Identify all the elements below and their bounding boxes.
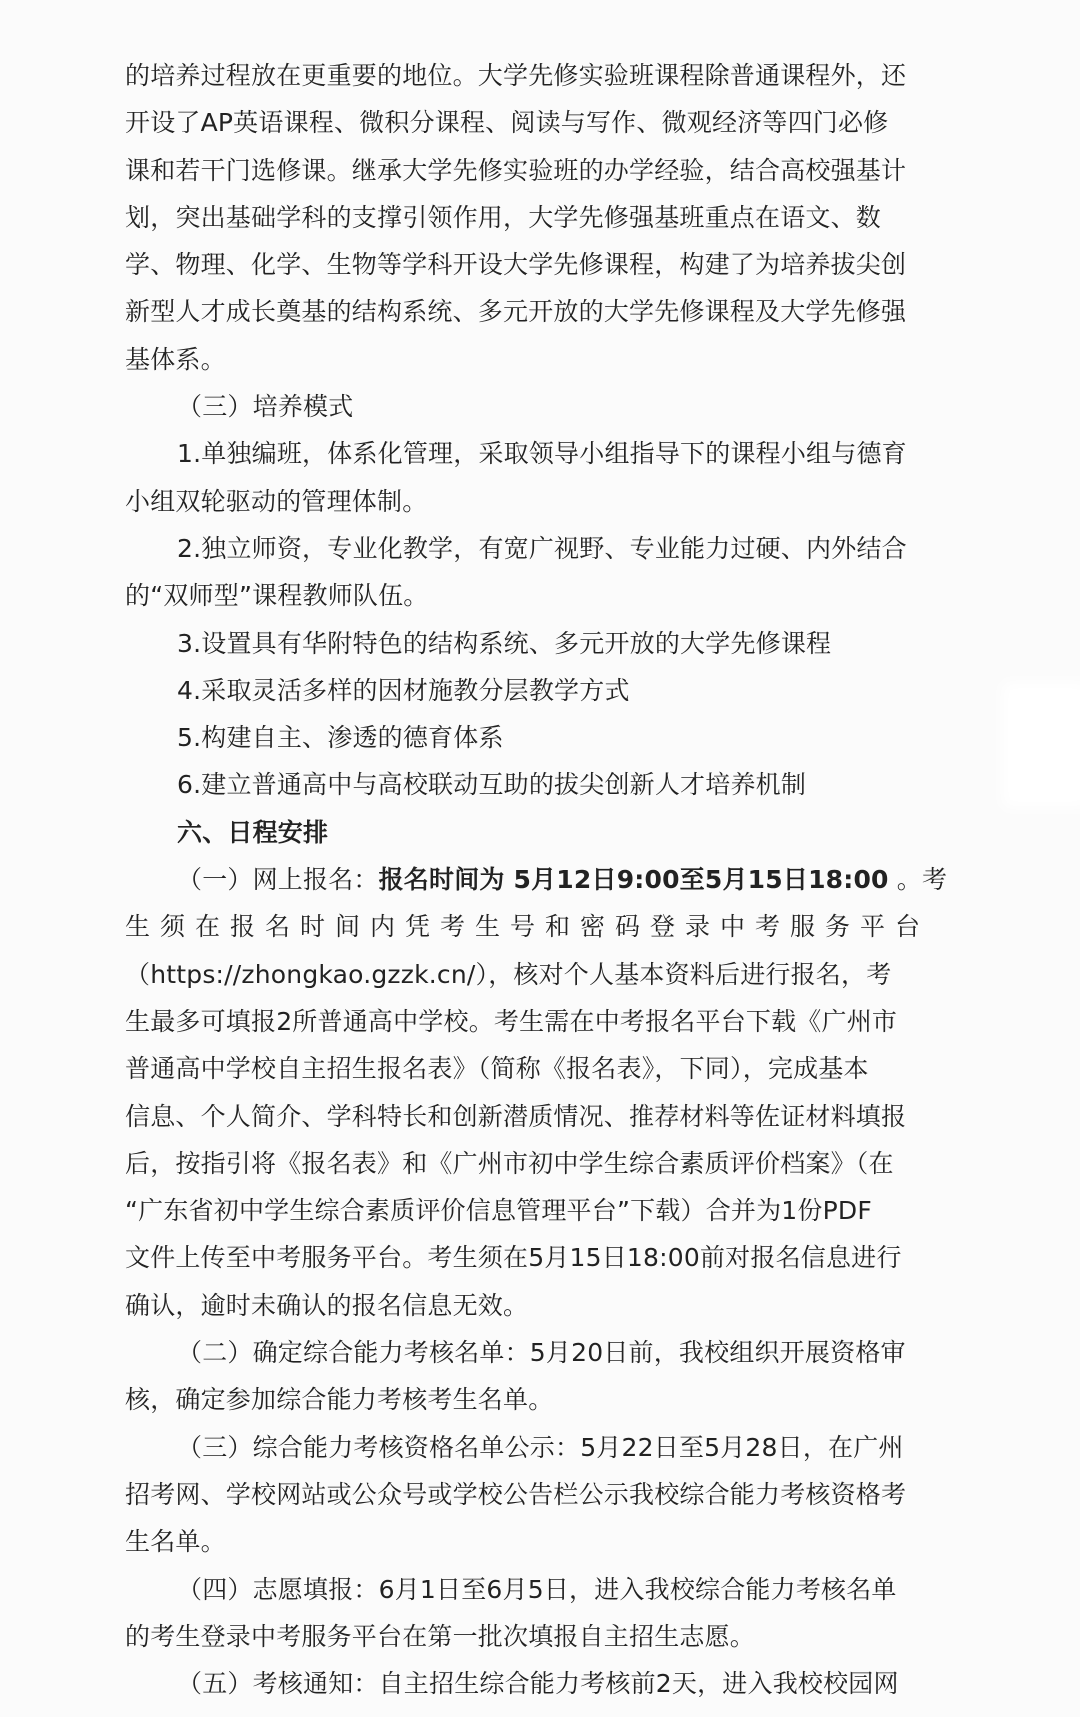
mode-item-2-line-1: 2.独立师资，专业化教学，有宽广视野、专业能力过硬、内外结合 [177, 533, 907, 563]
schedule-4-line-1: （四）志愿填报：6月1日至6月5日，进入我校综合能力考核名单 [177, 1574, 897, 1604]
schedule-1-line-1 [125, 856, 948, 903]
mode-item-1-line-2: 小组双轮驱动的管理体制。 [125, 486, 428, 516]
schedule-1-line-9: 文件上传至中考服务平台。考生须在5月15日18:00前对报名信息进行 [125, 1243, 902, 1273]
schedule-1-line-8: “广东省初中学生综合素质评价信息管理平台”下载）合并为1份PDF [125, 1196, 872, 1226]
schedule-1-line-2: 生须在报名时间内凭考生号和密码登录中考服务平台 [125, 912, 931, 942]
schedule-4-line-2: 的考生登录中考服务平台在第一批次填报自主招生志愿。 [125, 1621, 756, 1651]
schedule-1-tail: 。考 [888, 865, 948, 895]
mode-item-2-line-2: 的“双师型”课程教师队伍。 [125, 581, 429, 611]
schedule-1-lead: （一）网上报名： [177, 865, 379, 895]
schedule-3-line-2: 招考网、学校网站或公众号或学校公告栏公示我校综合能力考核资格考 [125, 1479, 907, 1509]
document-body [125, 52, 948, 1707]
intro-line-3: 课和若干门选修课。继承大学先修实验班的办学经验，结合高校强基计 [125, 155, 907, 185]
intro-line-6: 新型人才成长奠基的结构系统、多元开放的大学先修课程及大学先修强 [125, 297, 907, 327]
schedule-1-registration-time: 报名时间为 5月12日9:00至5月15日18:00 [378, 865, 889, 895]
intro-line-1: 的培养过程放在更重要的地位。大学先修实验班课程除普通课程外，还 [125, 61, 907, 90]
schedule-5-line-1: （五）考核通知：自主招生综合能力考核前2天，进入我校校园网 [177, 1669, 899, 1699]
scan-glare [1010, 690, 1080, 800]
schedule-1-line-6: 信息、个人简介、学科特长和创新潜质情况、推荐材料等佐证材料填报 [125, 1101, 907, 1131]
schedule-1-line-3: （https://zhongkao.gzzk.cn/），核对个人基本资料后进行报名，考 [125, 959, 892, 989]
mode-item-3: 3.设置具有华附特色的结构系统、多元开放的大学先修课程 [177, 628, 832, 658]
schedule-1-line-10: 确认，逾时未确认的报名信息无效。 [125, 1290, 529, 1320]
schedule-1-line-4: 生最多可填报2所普通高中学校。考生需在中考报名平台下载《广州市 [125, 1006, 898, 1036]
mode-item-4: 4.采取灵活多样的因材施教分层教学方式 [177, 675, 630, 705]
mode-heading: （三）培养模式 [177, 392, 354, 422]
intro-line-4: 划，突出基础学科的支撑引领作用，大学先修强基班重点在语文、数 [125, 202, 882, 232]
schedule-2-line-2: 核，确定参加综合能力考核考生名单。 [125, 1385, 554, 1415]
intro-line-7: 基体系。 [125, 344, 226, 374]
schedule-2-line-1: （二）确定综合能力考核名单：5月20日前，我校组织开展资格审 [177, 1338, 906, 1368]
schedule-1-line-7: 后，按指引将《报名表》和《广州市初中学生综合素质评价档案》（在 [125, 1148, 894, 1178]
intro-line-2: 开设了AP英语课程、微积分课程、阅读与写作、微观经济等四门必修 [125, 108, 889, 138]
intro-line-5: 学、物理、化学、生物等学科开设大学先修课程，构建了为培养拔尖创 [125, 250, 907, 280]
schedule-1-line-5: 普通高中学校自主招生报名表》（简称《报名表》，下同），完成基本 [125, 1054, 869, 1084]
mode-item-6: 6.建立普通高中与高校联动互助的拔尖创新人才培养机制 [177, 770, 807, 800]
mode-item-5: 5.构建自主、渗透的德育体系 [177, 723, 504, 753]
section-heading-schedule: 六、日程安排 [177, 817, 329, 847]
schedule-3-line-1: （三）综合能力考核资格名单公示：5月22日至5月28日，在广州 [177, 1432, 904, 1462]
mode-item-1-line-1: 1.单独编班，体系化管理，采取领导小组指导下的课程小组与德育 [177, 439, 907, 469]
schedule-3-line-3: 生名单。 [125, 1527, 226, 1557]
